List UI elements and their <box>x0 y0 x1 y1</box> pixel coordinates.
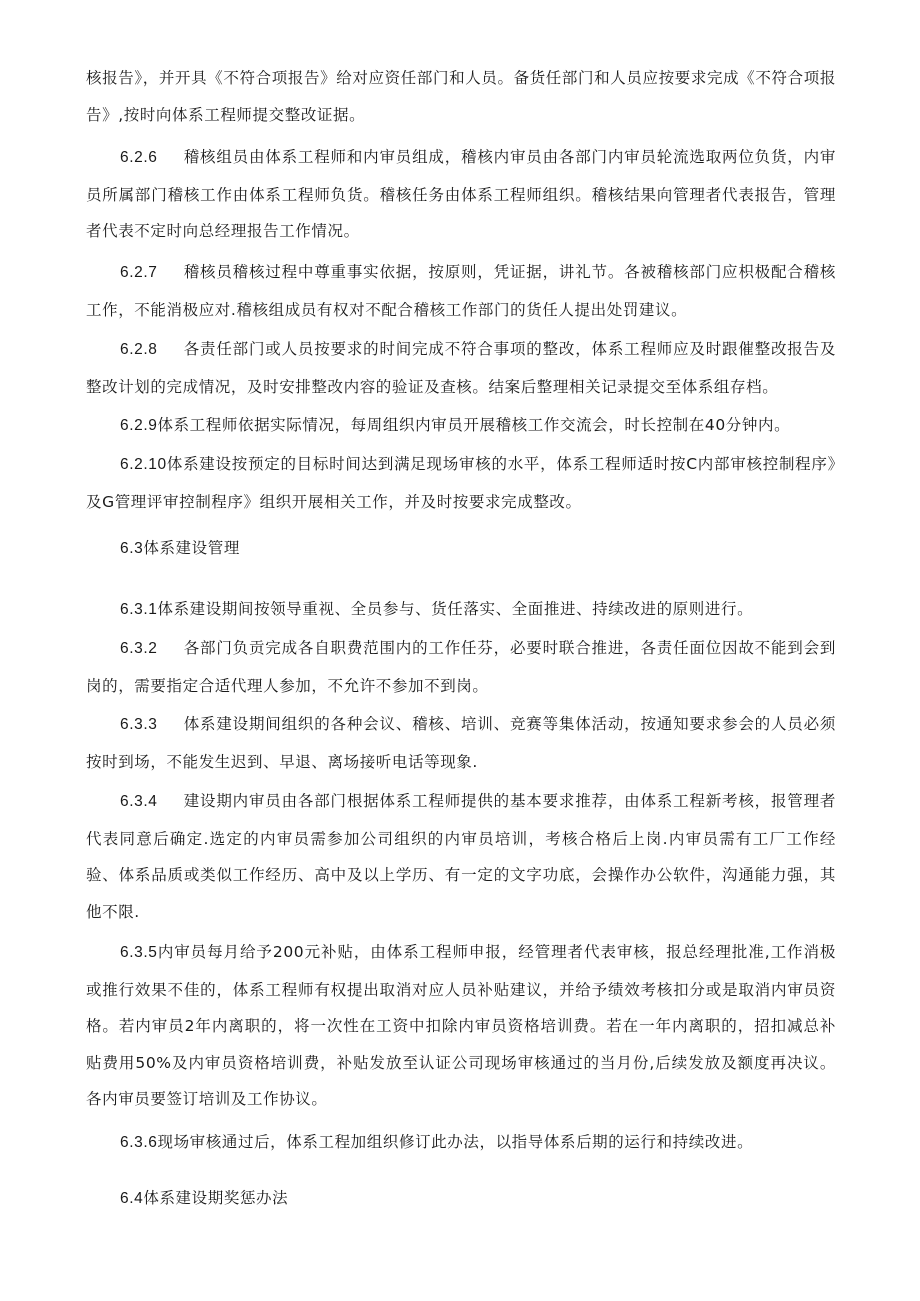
clause-number: 6.2.8 <box>120 341 158 358</box>
clause-number: 6.3.2 <box>120 640 158 657</box>
clause-6-2-10 <box>86 446 836 520</box>
clause-6-2-6 <box>86 139 836 250</box>
section-number: 6.4 <box>120 1190 144 1207</box>
paragraph-continuation <box>86 60 836 133</box>
paragraph-text: 核报告》，并开具《不符合项报告》给对应资任部门和人员。备货任部门和人员应按要求完成《不符合项报告》,按时向体系工程师提交整改证据。 <box>86 69 836 124</box>
clause-text: 现场审核通过后，体系工程加组织修订此办法，以指导体系后期的运行和持续改进。 <box>157 1133 754 1151</box>
clause-6-2-9 <box>86 407 836 445</box>
section-heading-6-4 <box>120 1180 288 1217</box>
section-title: 体系建设管理 <box>143 539 240 557</box>
clause-number: 6.3.5 <box>120 944 158 961</box>
clause-text: 体系建设期间按领导重视、全员参与、货任落实、全面推进、持续改进的原则进行。 <box>157 600 754 618</box>
clause-number: 6.3.3 <box>120 716 158 733</box>
section-number: 6.3 <box>120 540 144 557</box>
clause-number: 6.2.7 <box>120 264 158 281</box>
clause-text: 体系工程师依据实际情况，每周组织内审员开展稽核工作交流会，时长控制在40分钟内。 <box>157 416 791 434</box>
clause-text: 稽核员稽核过程中尊重事实依据，按原则，凭证据，讲礼节。各被稽核部门应枳极配合稽核工作，不能消极应对.稽核组成员有权对不配合稽核工作部门的货任人提出处罚建议。 <box>86 263 836 319</box>
clause-6-2-7 <box>86 254 836 328</box>
clause-number: 6.2.6 <box>120 149 158 166</box>
clause-6-3-4 <box>86 783 836 930</box>
section-heading-6-3 <box>120 530 240 567</box>
section-title: 体系建设期奖惩办法 <box>143 1189 289 1207</box>
clause-6-3-5 <box>86 934 836 1118</box>
clause-text: 体系建设按预定的目标时间达到满足现场审核的水平，体系工程师适时按C内部审核控制程序》及G管理评审控制程序》组织开展相关工作，并及时按要求完成整改。 <box>86 455 836 511</box>
clause-text: 建设期内审员由各部门根据体系工程师提供的基本要求推荐，由体系工程新考核，报管理者代表同意后确定.选定的内审员需参加公司组织的内审员培训，考核合格后上岗.内审员需有工厂工作经验、体系品质或类似工作经历、高中及以上学历、有一定的文字功底，会操作办公软件，沟通能力强，其他不限. <box>86 792 836 921</box>
clause-text: 稽核组员由体系工程师和内审员组成，稽核内审员由各部门内审员轮流选取两位负货，内审员所属部门稽核工作由体系工程师负货。稽核任务由体系工程师组织。稽核结果向管理者代表报告，管理者代表不定时向总经理报告工作情况。 <box>86 148 836 240</box>
clause-6-3-3 <box>86 706 836 780</box>
clause-6-3-1 <box>86 591 836 629</box>
clause-number: 6.2.9 <box>120 417 158 434</box>
clause-text: 各部门负贡完成各自职费范围内的工作任芬，必要时联合推进，各责任面位因故不能到会到岗的，需要指定合适代理人参加，不允许不参加不到岗。 <box>86 639 836 695</box>
clause-number: 6.2.10 <box>120 456 167 473</box>
clause-number: 6.3.1 <box>120 601 158 618</box>
clause-text: 各责任部门或人员按要求的时间完成不符合事项的整改，体系工程师应及时跟催整改报告及整改计划的完成情况，及时安排整改内容的验证及查核。结案后整理相关记录提交至体系组存档。 <box>86 340 836 396</box>
clause-text: 内审员每月给予200元补贴，由体系工程师申报，经管理者代表审核，报总经理批准,工作消极或推行效果不佳的，体系工程师有权提出取消对应人员补贴建议，并给予绩效考核扣分或是取消内审员资格。若内审员2年内离职的，将一次性在工资中扣除内审员资格培训费。若在一年内离职的，招扣减总补贴费用50%及内审员资格培训费，补贴发放至认证公司现场审核通过的当月份,后续发放及额度再决议。各内审员要签订培训及工作协议。 <box>86 943 836 1108</box>
clause-text: 体系建设期间组织的各种会议、稽核、培训、竞赛等集体活动，按通知要求参会的人员必须按时到场，不能发生迟到、早退、离场接听电话等现象. <box>86 715 836 771</box>
clause-6-3-2 <box>86 630 836 704</box>
clause-number: 6.3.4 <box>120 793 158 810</box>
clause-6-2-8 <box>86 331 836 405</box>
clause-6-3-6 <box>86 1124 836 1162</box>
clause-number: 6.3.6 <box>120 1134 158 1151</box>
